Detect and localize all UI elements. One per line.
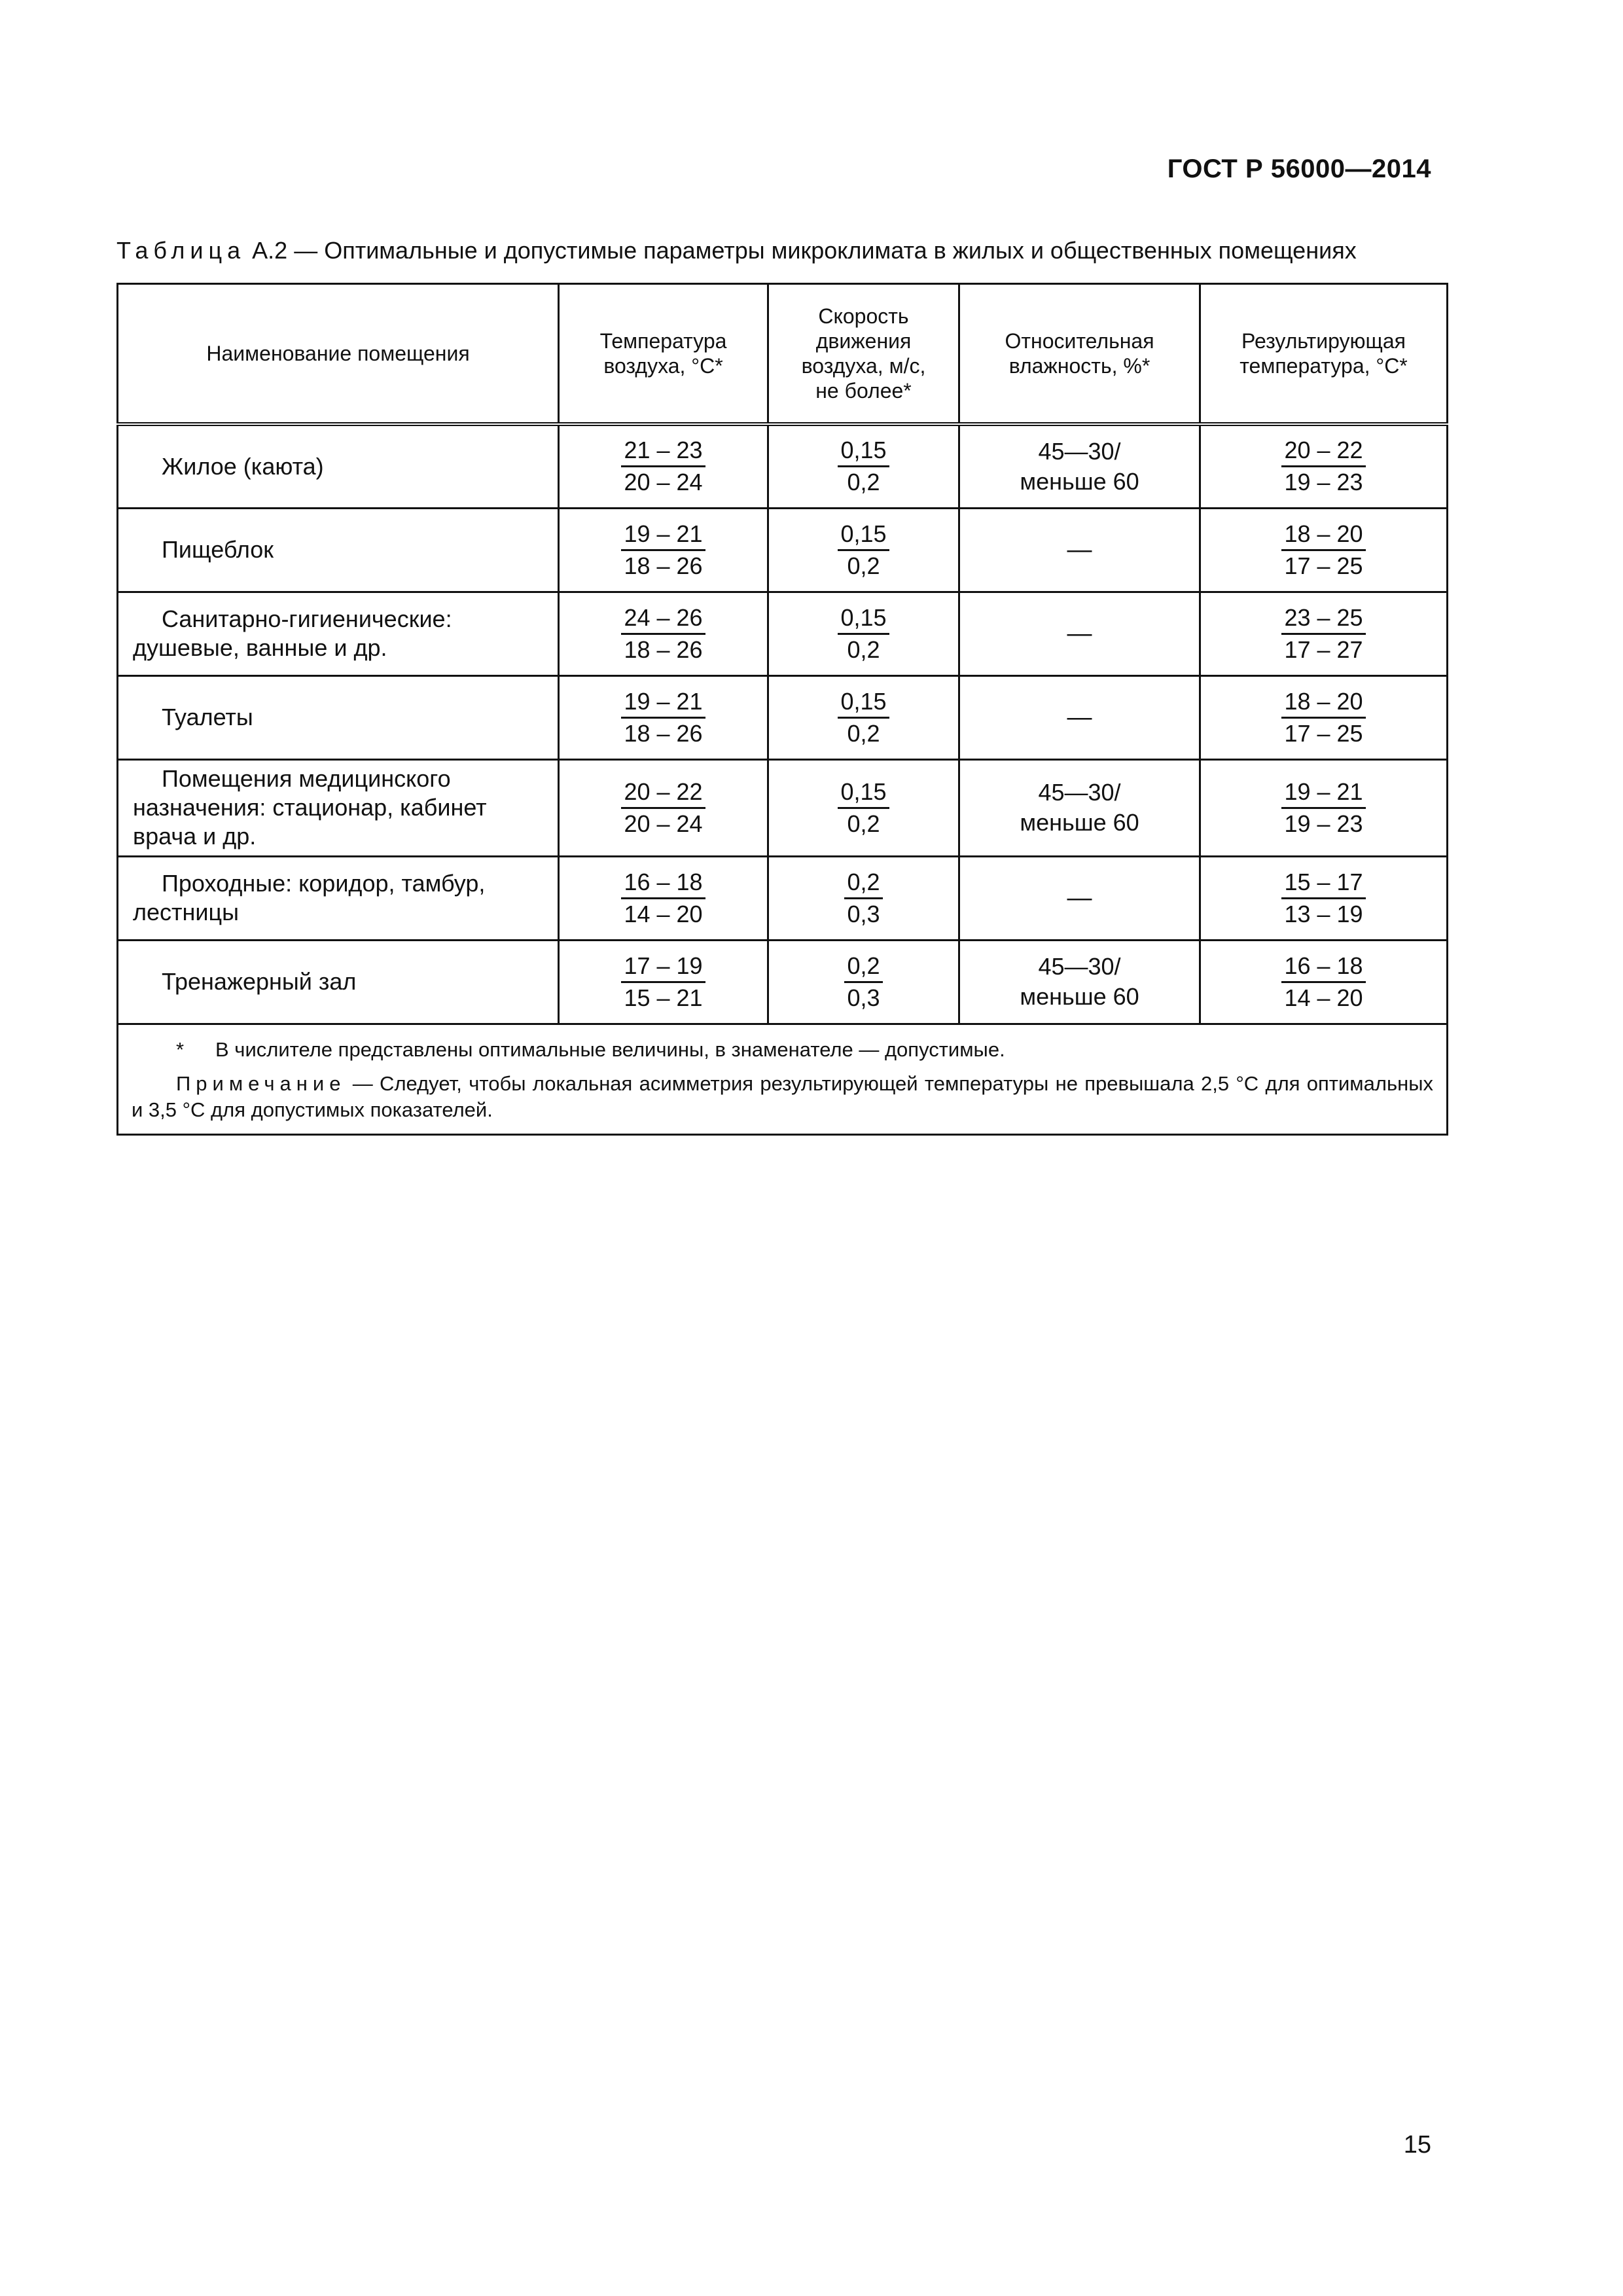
result-temperature [1281,519,1365,581]
air-speed-admissible: 0,3 [847,984,880,1011]
humidity-line-2: меньше 60 [1020,467,1139,495]
result-temperature-cell [1200,508,1448,592]
result-temperature-cell [1200,856,1448,940]
humidity-cell [959,508,1200,592]
note-text: — Следует, чтобы локальная асимметрия результирующей температуры не превышала 2,5 °С для оптимальных и 3,5 °С для допустимых показателей. [132,1071,1433,1121]
air-temperature [621,951,705,1013]
result-temperature [1281,687,1365,749]
humidity-line-1: 45—30/ [1038,953,1121,980]
result-temperature [1281,777,1365,839]
table-row [118,856,1448,940]
humidity-dash: — [1067,535,1092,564]
humidity-dash: — [1067,703,1092,731]
humidity-cell [959,940,1200,1024]
result-temperature-cell [1200,675,1448,759]
air-temperature-admissible: 15 – 21 [624,984,703,1011]
air-temperature-optimal: 24 – 26 [621,603,705,635]
room-name-cell [118,424,559,508]
air-speed-optimal: 0,2 [844,951,882,983]
air-temperature-cell [559,856,768,940]
document-standard-number: ГОСТ Р 56000—2014 [1167,154,1431,183]
room-name: Жилое (каюта) [162,452,324,480]
room-name: Тренажерный зал [162,968,357,995]
room-name: Помещения медицинского назначения: стационар, кабинет врача и др. [133,765,487,850]
air-speed-cell [768,856,959,940]
humidity-dash: — [1067,884,1092,912]
result-temperature-optimal: 23 – 25 [1281,603,1365,635]
air-speed-admissible: 0,2 [847,636,880,663]
result-temperature-optimal: 15 – 17 [1281,867,1365,899]
air-speed [844,951,882,1013]
air-temperature-cell [559,675,768,759]
result-temperature [1281,603,1365,665]
result-temperature-cell [1200,592,1448,675]
air-temperature-optimal: 19 – 21 [621,519,705,551]
air-speed [844,867,882,929]
result-temperature [1281,951,1365,1013]
table-row [118,759,1448,856]
column-header-air-speed: Скорость движения воздуха, м/с, не более* [768,284,959,425]
result-temperature-admissible: 19 – 23 [1284,469,1363,496]
air-temperature-admissible: 14 – 20 [624,900,703,927]
room-name-cell [118,675,559,759]
table-caption [116,237,1438,264]
result-temperature-optimal: 20 – 22 [1281,435,1365,467]
humidity-line-2: меньше 60 [1020,983,1139,1010]
room-name: Проходные: коридор, тамбур, лестницы [133,870,486,925]
air-temperature-optimal: 20 – 22 [621,777,705,809]
air-temperature-admissible: 18 – 26 [624,636,703,663]
result-temperature-optimal: 18 – 20 [1281,519,1365,551]
air-speed-cell [768,940,959,1024]
air-temperature-admissible: 18 – 26 [624,719,703,747]
table-footnote-row [118,1024,1448,1134]
air-temperature-optimal: 19 – 21 [621,687,705,719]
footnote-text: В числителе представлены оптимальные величины, в знаменателе — допустимые. [215,1037,1005,1061]
room-name-cell [118,759,559,856]
room-name-cell [118,856,559,940]
footnote [132,1037,1433,1063]
table-row [118,424,1448,508]
table-note [132,1071,1433,1123]
column-header-room-name: Наименование помещения [118,284,559,425]
table-row [118,675,1448,759]
result-temperature-admissible: 19 – 23 [1284,810,1363,837]
result-temperature-optimal: 16 – 18 [1281,951,1365,983]
humidity-cell [959,856,1200,940]
humidity-line-2: меньше 60 [1020,809,1139,836]
microclimate-table [116,283,1448,1136]
air-temperature-cell [559,424,768,508]
air-temperature-cell [559,592,768,675]
air-speed [838,519,889,581]
air-speed-admissible: 0,2 [847,469,880,496]
room-name: Санитарно-гигиенические: душевые, ванные и др. [133,605,452,661]
table-row [118,940,1448,1024]
air-temperature [621,867,705,929]
humidity-line-1: 45—30/ [1038,437,1121,465]
room-name-cell [118,940,559,1024]
table-row [118,508,1448,592]
result-temperature-admissible: 14 – 20 [1284,984,1363,1011]
air-temperature-cell [559,508,768,592]
air-speed [838,603,889,665]
air-temperature-admissible: 18 – 26 [624,552,703,579]
air-speed-cell [768,759,959,856]
result-temperature-cell [1200,940,1448,1024]
air-speed-cell [768,675,959,759]
air-speed-cell [768,592,959,675]
air-speed-cell [768,424,959,508]
air-speed-admissible: 0,2 [847,719,880,747]
humidity-line-1: 45—30/ [1038,779,1121,806]
column-header-result-temperature: Результирующая температура, °С* [1200,284,1448,425]
table-header-row [118,284,1448,425]
caption-text: А.2 — Оптимальные и допустимые параметры микроклимата в жилых и общественных помещениях [252,237,1357,264]
column-header-air-temperature: Температура воздуха, °С* [559,284,768,425]
air-temperature-admissible: 20 – 24 [624,810,703,837]
air-temperature [621,519,705,581]
air-temperature-optimal: 16 – 18 [621,867,705,899]
air-temperature-cell [559,759,768,856]
air-speed-optimal: 0,2 [844,867,882,899]
air-temperature [621,687,705,749]
result-temperature-admissible: 17 – 25 [1284,719,1363,747]
result-temperature [1281,435,1365,497]
humidity-cell [959,592,1200,675]
note-label: Примечание [176,1071,346,1095]
air-speed-admissible: 0,3 [847,900,880,927]
result-temperature-optimal: 18 – 20 [1281,687,1365,719]
humidity-dash: — [1067,619,1092,647]
footnote-cell [118,1024,1448,1134]
air-speed-optimal: 0,15 [838,435,889,467]
air-temperature-admissible: 20 – 24 [624,469,703,496]
air-speed-optimal: 0,15 [838,687,889,719]
table-row [118,592,1448,675]
room-name-cell [118,508,559,592]
air-speed-optimal: 0,15 [838,519,889,551]
air-temperature [621,603,705,665]
air-speed [838,435,889,497]
footnote-marker: * [176,1037,185,1061]
humidity-cell [959,759,1200,856]
room-name-cell [118,592,559,675]
air-speed-cell [768,508,959,592]
result-temperature-cell [1200,759,1448,856]
air-speed-admissible: 0,2 [847,552,880,579]
result-temperature [1281,867,1365,929]
humidity-cell [959,424,1200,508]
room-name: Пищеблок [162,536,274,563]
result-temperature-cell [1200,424,1448,508]
air-speed [838,687,889,749]
air-temperature-cell [559,940,768,1024]
column-header-humidity: Относительная влажность, %* [959,284,1200,425]
air-speed [838,777,889,839]
result-temperature-admissible: 17 – 27 [1284,636,1363,663]
result-temperature-admissible: 13 – 19 [1284,900,1363,927]
air-speed-optimal: 0,15 [838,777,889,809]
air-speed-admissible: 0,2 [847,810,880,837]
air-temperature-optimal: 17 – 19 [621,951,705,983]
page-number: 15 [1403,2131,1431,2159]
air-speed-optimal: 0,15 [838,603,889,635]
air-temperature [621,777,705,839]
air-temperature-optimal: 21 – 23 [621,435,705,467]
result-temperature-admissible: 17 – 25 [1284,552,1363,579]
air-temperature [621,435,705,497]
humidity-cell [959,675,1200,759]
caption-label: Таблица [116,237,246,264]
room-name: Туалеты [162,704,253,730]
result-temperature-optimal: 19 – 21 [1281,777,1365,809]
